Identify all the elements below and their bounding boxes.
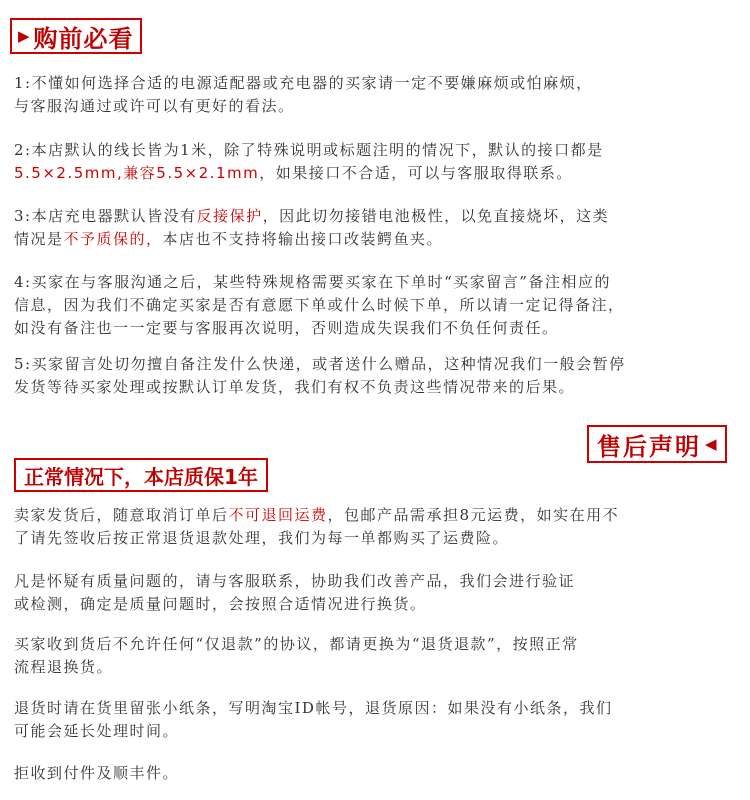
notice-item-1-line-1: 1:不懂如何选择合适的电源适配器或充电器的买家请一定不要嫌麻烦或怕麻烦， — [14, 74, 593, 92]
notice-item-2-line-2 — [14, 162, 742, 185]
notice-item-3-line-2-a: 情况是 — [14, 230, 64, 248]
notice-item-3-line-1 — [14, 205, 742, 228]
after-sales-item-4-line-2: 可能会延长处理时间。 — [14, 722, 180, 740]
notice-item-3-line-2-b: 本店也不支持将输出接口改装鳄鱼夹。 — [162, 230, 444, 248]
after-sales-item-3 — [14, 633, 742, 679]
before-purchase-title — [10, 18, 142, 54]
after-sales-item-1-line-2: 了请先签收后按正常退货退款处理，我们为每一单都购买了运费险。 — [14, 529, 510, 547]
after-sales-title-text: 售后声明 — [597, 432, 701, 461]
notice-item-3-line-1-a: 3:本店充电器默认皆没有 — [14, 207, 197, 225]
before-purchase-title-text: 购前必看 — [33, 24, 134, 53]
after-sales-item-2-line-1: 凡是怀疑有质量问题的，请与客服联系，协助我们改善产品，我们会进行验证 — [14, 572, 576, 590]
arrow-right-icon: ▶ — [18, 26, 31, 45]
after-sales-item-4 — [14, 697, 742, 743]
after-sales-item-2-line-2: 或检测，确定是质量问题时，会按照合适情况进行换货。 — [14, 595, 427, 613]
notice-item-4-line-2: 信息，因为我们不确定买家是否有意愿下单或什么时候下单，所以请一定记得备注， — [14, 296, 625, 314]
notice-item-3-line-1-b: ，因此切勿接错电池极性，以免直接烧坏，这类 — [262, 207, 610, 225]
notice-item-5 — [14, 353, 742, 399]
notice-item-3 — [14, 205, 742, 251]
after-sales-title — [587, 425, 727, 463]
after-sales-item-1-line-1-a: 卖家发货后，随意取消订单后 — [14, 506, 229, 524]
after-sales-item-3-line-1: 买家收到货后不允许任何“仅退款”的协议，都请更换为“退货退款”，按照正常 — [14, 635, 579, 653]
notice-item-5-line-2: 发货等待买家处理或按默认订单发货，我们有权不负责这些情况带来的后果。 — [14, 378, 576, 396]
warranty-title-text: 正常情况下，本店质保1年 — [24, 464, 258, 489]
after-sales-item-5-line-1: 拒收到付件及顺丰件。 — [14, 764, 180, 782]
notice-item-1-line-2: 与客服沟通过或许可以有更好的看法。 — [14, 97, 295, 115]
notice-item-2-line-2-rest: ，如果接口不合适，可以与客服取得联系。 — [259, 164, 573, 182]
after-sales-item-2 — [14, 570, 742, 616]
notice-item-2-line-1: 2:本店默认的线长皆为1米，除了特殊说明或标题注明的情况下，默认的接口都是 — [14, 141, 604, 159]
reverse-protection-highlight: 反接保护 — [196, 207, 263, 225]
after-sales-item-4-line-1: 退货时请在货里留张小纸条，写明淘宝ID帐号，退货原因：如果没有小纸条，我们 — [14, 699, 613, 717]
notice-item-2 — [14, 139, 742, 185]
notice-item-3-line-2 — [14, 228, 742, 251]
after-sales-item-1-line-1-b: ，包邮产品需承担8元运费，如实在用不 — [327, 506, 620, 524]
notice-item-4 — [14, 271, 742, 340]
notice-item-4-line-1: 4:买家在与客服沟通之后，某些特殊规格需要买家在下单时“买家留言”备注相应的 — [14, 273, 611, 291]
after-sales-item-1 — [14, 504, 742, 550]
notice-item-4-line-3: 如没有备注也一一定要与客服再次说明，否则造成失误我们不负任何责任。 — [14, 319, 559, 337]
after-sales-item-1-line-1 — [14, 504, 742, 527]
no-refund-shipping-highlight: 不可退回运费 — [228, 506, 328, 524]
notice-item-1 — [14, 72, 742, 118]
arrow-left-icon: ◀ — [705, 434, 719, 453]
after-sales-item-5 — [14, 762, 742, 785]
connector-size-highlight: 5.5×2.5mm,兼容5.5×2.1mm — [14, 164, 260, 182]
warranty-title — [14, 458, 268, 492]
after-sales-item-3-line-2: 流程退换货。 — [14, 658, 114, 676]
no-warranty-highlight: 不予质保的， — [63, 230, 163, 248]
notice-item-5-line-1: 5:买家留言处切勿擅自备注发什么快递，或者送什么赠品，这种情况我们一般会暂停 — [14, 355, 626, 373]
